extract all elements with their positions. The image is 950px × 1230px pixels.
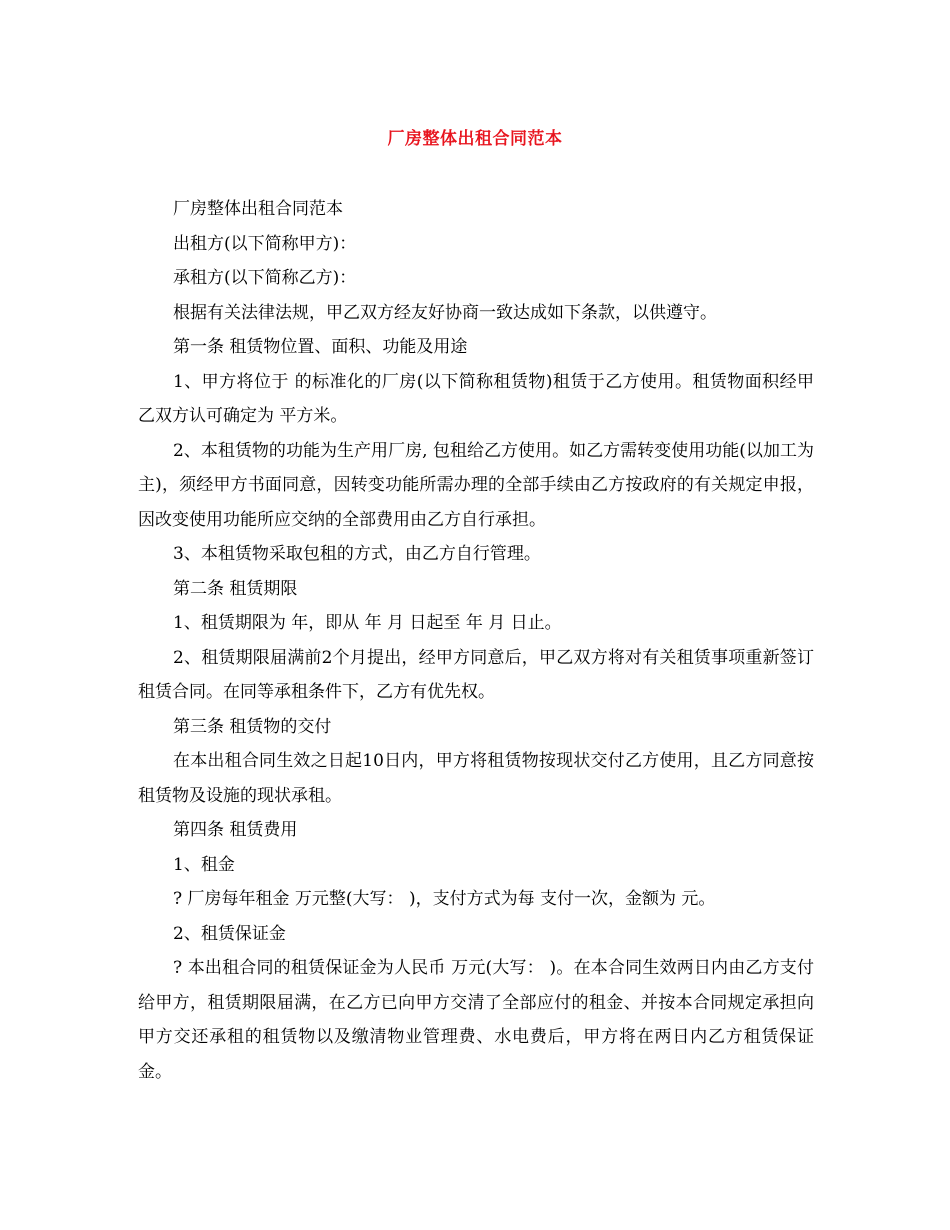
article-1-clause-1: 1、甲方将位于 的标准化的厂房(以下简称租赁物)租赁于乙方使用。租赁物面积经甲乙双方认可确定为 平方米。	[138, 371, 814, 426]
article-3-body: 在本出租合同生效之日起10日内，甲方将租赁物按现状交付乙方使用，且乙方同意按租赁物及设施的现状承租。	[138, 751, 814, 806]
document-body	[138, 192, 814, 1089]
article-1-clause-3: 3、本租赁物采取包租的方式，由乙方自行管理。	[173, 544, 541, 564]
article-2-clause-1: 1、租赁期限为 年，即从 年 月 日起至 年 月 日止。	[173, 613, 562, 633]
article-2-heading: 第二条 租赁期限	[173, 578, 298, 599]
article-4-heading: 第四条 租赁费用	[173, 820, 298, 840]
article-1-heading: 第一条 租赁物位置、面积、功能及用途	[173, 337, 468, 357]
article-4-rent-heading: 1、租金	[173, 854, 235, 875]
article-3-heading: 第三条 租赁物的交付	[173, 716, 332, 737]
article-4-deposit-heading: 2、租赁保证金	[173, 923, 286, 944]
document-title: 厂房整体出租合同范本	[387, 129, 563, 149]
paragraph-heading-repeat: 厂房整体出租合同范本	[173, 199, 343, 219]
paragraph-lessee: 承租方(以下简称乙方)：	[173, 268, 357, 288]
article-4-rent-body: ? 厂房每年租金 万元整(大写： )，支付方式为每 支付一次，金额为 元。	[173, 889, 716, 909]
paragraph-preamble: 根据有关法律法规，甲乙双方经友好协商一致达成如下条款，以供遵守。	[173, 302, 717, 323]
article-2-clause-2: 2、租赁期限届满前2个月提出，经甲方同意后，甲乙双方将对有关租赁事项重新签订租赁合同。在同等承租条件下，乙方有优先权。	[138, 647, 814, 702]
paragraph-lessor: 出租方(以下简称甲方)：	[173, 233, 357, 254]
article-1-clause-2: 2、本租赁物的功能为生产用厂房, 包租给乙方使用。如乙方需转变使用功能(以加工为主)，须经甲方书面同意，因转变功能所需办理的全部手续由乙方按政府的有关规定申报，因改变使用功能所应交纳的全部费用由乙方自行承担。	[138, 440, 814, 530]
article-4-deposit-body: ? 本出租合同的租赁保证金为人民币 万元(大写： )。在本合同生效两日内由乙方支付给甲方，租赁期限届满，在乙方已向甲方交清了全部应付的租金、并按本合同规定承担向甲方交还承租的租赁物以及缴清物业管理费、水电费后，甲方将在两日内乙方租赁保证金。	[138, 958, 814, 1082]
